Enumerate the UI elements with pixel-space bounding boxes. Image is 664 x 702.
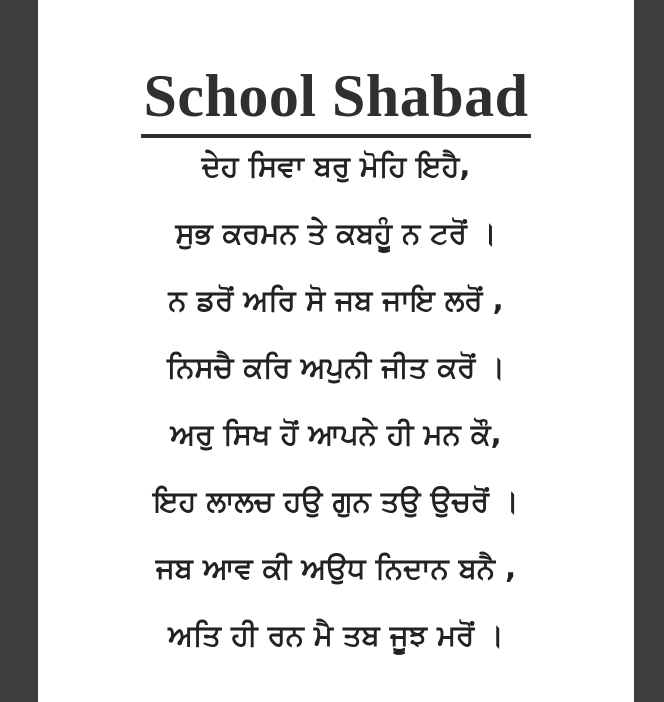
title-container [38,58,634,138]
verse-line-3: ਨ ਡਰੋਂ ਅਰਿ ਸੋ ਜਬ ਜਾਇ ਲਰੋਂ , [168,283,504,317]
verse-line-1: ਦੇਹ ਸਿਵਾ ਬਰੁ ਮੋਹਿ ਇਹੈ, [201,149,471,183]
verse-line-7: ਜਬ ਆਵ ਕੀ ਅਉਧ ਨਿਦਾਨ ਬਨੈ , [155,551,517,585]
verse-line-8: ਅਤਿ ਹੀ ਰਨ ਮੈ ਤਬ ਜੂਝ ਮਰੋਂ । [168,618,504,652]
page-title: School Shabad [141,58,530,138]
document-page [38,0,634,702]
verse-line-4: ਨਿਸਚੈ ਕਰਿ ਅਪੁਨੀ ਜੀਤ ਕਰੋਂ । [167,350,505,384]
right-side-bar [634,0,664,702]
verse-line-5: ਅਰੁ ਸਿਖ ਹੋਂ ਆਪਨੇ ਹੀ ਮਨ ਕੌ, [170,417,502,451]
verse-block [38,136,634,672]
verse-line-6: ਇਹ ਲਾਲਚ ਹਉ ਗੁਨ ਤਉ ਉਚਰੋਂ । [153,484,519,518]
left-side-bar [0,0,38,702]
verse-line-2: ਸੁਭ ਕਰਮਨ ਤੇ ਕਬਹੂੰ ਨ ਟਰੋਂ । [175,216,497,250]
